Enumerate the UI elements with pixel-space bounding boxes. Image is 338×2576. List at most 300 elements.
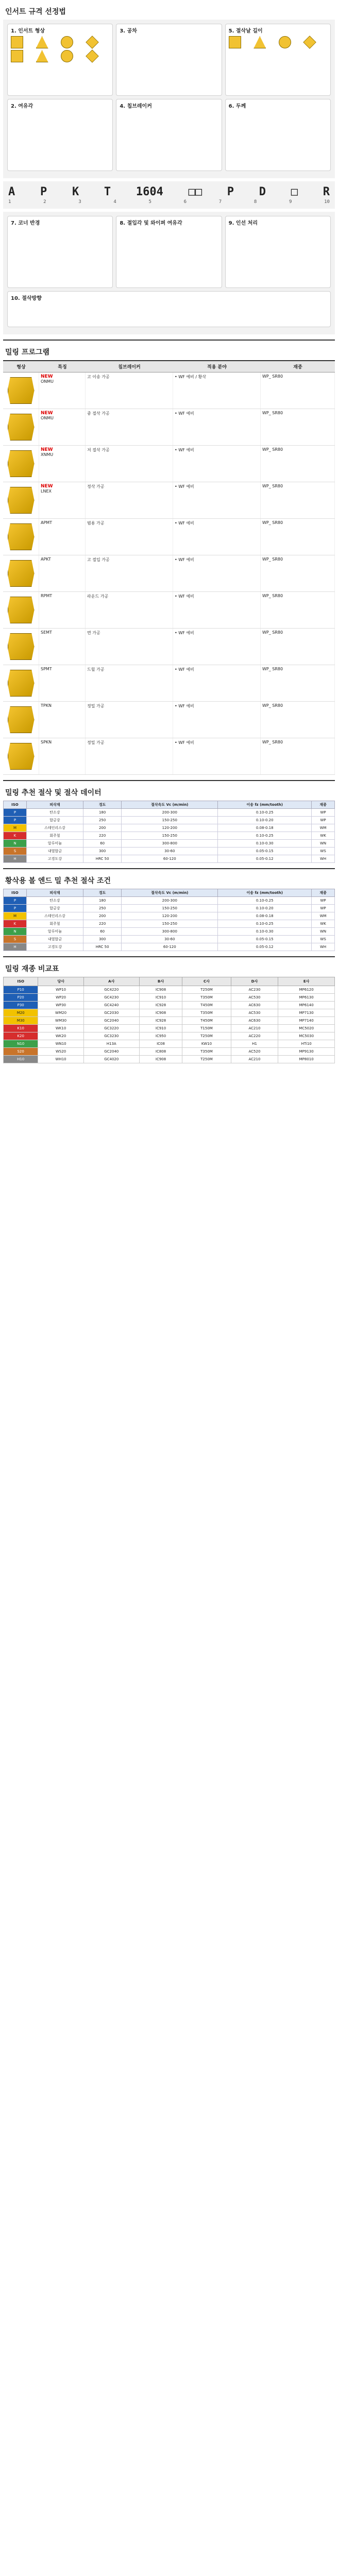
grade-cell: AC220 [231, 1032, 278, 1040]
diamond-insert-icon [86, 36, 98, 48]
hardness-cell: HRC 50 [83, 943, 121, 951]
diamond-insert-icon [303, 36, 316, 48]
application-cell: • WF 예비 [173, 738, 261, 774]
feature-cell: 고 이송 가공 [86, 372, 173, 409]
code-letter: 1604 [136, 185, 163, 198]
iso-cell: K10 [4, 1025, 38, 1032]
grade-cell: MP7130 [278, 1009, 335, 1017]
grade-cell: WP_ SR80 [261, 592, 335, 628]
table-row [3, 372, 335, 409]
grade-cell: WK [312, 920, 335, 928]
speed-cell: 150-250 [122, 832, 218, 840]
hardness-cell: 60 [83, 928, 121, 936]
grade-cell: IC908 [139, 986, 182, 994]
grade-cell: AC210 [231, 1056, 278, 1063]
grade-cell: WH10 [38, 1056, 84, 1063]
grade-cell: T450M [182, 1002, 231, 1009]
speed-cell: 60-120 [122, 855, 218, 863]
iso-cell: H [4, 855, 27, 863]
feature-cell: 정밀 가공 [86, 738, 173, 774]
speed-cell: 150-250 [122, 920, 218, 928]
iso-cell: P [4, 905, 27, 912]
cutting-data-header [4, 801, 335, 809]
table-row [4, 994, 335, 1002]
grade-compare-table [3, 977, 335, 1063]
code-number: 6 [183, 199, 187, 205]
material-cell: 합금강 [26, 905, 83, 912]
hardness-cell: 180 [83, 897, 121, 905]
code-letter: P [40, 185, 47, 198]
insert-name: LNEX [41, 489, 52, 494]
grade-cell: WM [312, 824, 335, 832]
new-badge: NEW [41, 484, 53, 489]
insert-icon [8, 523, 35, 550]
grade-cell: IC908 [139, 1056, 182, 1063]
insert-icon [8, 597, 35, 623]
feed-cell: 0.10-0.25 [218, 809, 312, 817]
insert-code-strip [3, 181, 335, 209]
table-row [4, 855, 335, 863]
insert-icon [8, 487, 35, 514]
new-badge: NEW [41, 447, 53, 452]
insert-name: ONMU [41, 379, 54, 384]
speed-cell: 300-800 [122, 928, 218, 936]
cutting-data-table [3, 801, 335, 863]
grade-cell: MP8010 [278, 1056, 335, 1063]
speed-cell: 200-300 [122, 809, 218, 817]
spec-card-title: 6. 두께 [228, 104, 246, 109]
grade-cell: WP_ SR80 [261, 519, 335, 555]
grade-cell: T350M [182, 994, 231, 1002]
iso-cell: M30 [4, 1017, 38, 1025]
iso-cell: K [4, 832, 27, 840]
application-cell: • WF 예비 [173, 482, 261, 518]
header-cell: 경도 [83, 801, 121, 809]
insert-name: SPMT [41, 667, 52, 671]
grade-cell: AC210 [231, 1025, 278, 1032]
table-row [3, 482, 335, 519]
material-cell: 내열합금 [26, 848, 83, 855]
shape-cell [3, 738, 39, 774]
feature-cell: 드릴 가공 [86, 665, 173, 701]
grade-cell: MP6140 [278, 1002, 335, 1009]
header-cell: 당사 [38, 977, 84, 986]
table-row [4, 1009, 335, 1017]
header-cell: E사 [278, 977, 335, 986]
iso-cell: P10 [4, 986, 38, 994]
spec-grid [3, 20, 335, 178]
grade-cell: WP [312, 809, 335, 817]
grade-cell: IC910 [139, 1025, 182, 1032]
header-cell: 피삭재 [26, 889, 83, 897]
material-cell: 회주철 [26, 920, 83, 928]
iso-cell: K20 [4, 1032, 38, 1040]
grade-cell: WP_ SR80 [261, 446, 335, 482]
insert-name: ONMU [41, 416, 54, 420]
table-row [4, 824, 335, 832]
cutting-data-body [4, 809, 335, 863]
iso-cell: P [4, 817, 27, 824]
material-cell: 고경도강 [26, 943, 83, 951]
name-cell [39, 592, 86, 628]
hardness-cell: 250 [83, 817, 121, 824]
table-row [4, 848, 335, 855]
code-number: 2 [43, 199, 46, 205]
header-cell: ISO [4, 801, 27, 809]
grade-cell: GC4230 [83, 994, 139, 1002]
iso-cell: M20 [4, 1009, 38, 1017]
table-row [3, 629, 335, 665]
code-letter: □ [291, 185, 298, 198]
table-row [3, 519, 335, 555]
code-number: 9 [289, 199, 292, 205]
application-cell: • WF 예비 [173, 409, 261, 445]
insert-name: SPKN [41, 740, 52, 744]
header-cell: 경도 [83, 889, 121, 897]
shape-grid [229, 36, 327, 48]
iso-cell: N [4, 840, 27, 848]
name-cell [39, 482, 86, 518]
iso-cell: P [4, 809, 27, 817]
grade-cell: MP9130 [278, 1048, 335, 1056]
table-row [4, 1048, 335, 1056]
iso-cell: P20 [4, 994, 38, 1002]
program-table-header [3, 361, 335, 372]
spec-card-title: 7. 코너 반경 [11, 221, 40, 226]
header-cell: 적용 분야 [207, 365, 227, 370]
material-cell: 탄소강 [26, 809, 83, 817]
recommend-body [4, 897, 335, 951]
hardness-cell: 60 [83, 840, 121, 848]
feature-cell: 정밀 가공 [86, 702, 173, 738]
application-cell: • WF 예비 [173, 446, 261, 482]
table-row [4, 936, 335, 943]
grade-cell: IC910 [139, 994, 182, 1002]
grade-cell: IC950 [139, 1032, 182, 1040]
code-number: 10 [324, 199, 330, 205]
grade-cell: T350M [182, 1048, 231, 1056]
feed-cell: 0.05-0.12 [218, 943, 312, 951]
program-table-body [3, 372, 335, 775]
table-row [3, 409, 335, 446]
material-cell: 내열합금 [26, 936, 83, 943]
grade-cell: GC2040 [83, 1048, 139, 1056]
shape-cell [3, 519, 39, 555]
iso-cell: N10 [4, 1040, 38, 1048]
insert-name: APKT [41, 557, 51, 562]
header-cell: 이송 fz (mm/tooth) [218, 801, 312, 809]
spec-card-title: 8. 절입각 및 와이퍼 여유각 [120, 221, 182, 226]
material-cell: 회주철 [26, 832, 83, 840]
feed-cell: 0.08-0.18 [218, 824, 312, 832]
table-row [4, 897, 335, 905]
grade-cell: T350M [182, 1009, 231, 1017]
spec-card-title: 3. 공차 [120, 28, 137, 34]
table-row [4, 920, 335, 928]
shape-cell [3, 409, 39, 445]
grade-cell: AC530 [231, 994, 278, 1002]
application-cell: • WF 예비 [173, 519, 261, 555]
hardness-cell: 220 [83, 920, 121, 928]
insert-name: XNMU [41, 452, 54, 457]
grade-cell: WH [312, 855, 335, 863]
insert-icon [8, 377, 35, 404]
header-cell: C사 [182, 977, 231, 986]
grade-cell: IC928 [139, 1002, 182, 1009]
name-cell [39, 372, 86, 409]
grade-cell: GC2040 [83, 1017, 139, 1025]
table-row [3, 592, 335, 629]
new-badge: NEW [41, 374, 53, 379]
triangle-insert-icon [254, 36, 266, 48]
spec-card-thickness [225, 99, 331, 171]
feed-cell: 0.10-0.20 [218, 905, 312, 912]
feature-cell: 면 가공 [86, 629, 173, 665]
table-row [3, 665, 335, 702]
material-cell: 합금강 [26, 817, 83, 824]
material-cell: 스테인리스강 [26, 824, 83, 832]
code-number: 4 [113, 199, 116, 205]
spec-card-edge [225, 216, 331, 288]
table-row [3, 738, 335, 775]
round-insert-icon [61, 36, 73, 48]
grade-cell: T250M [182, 986, 231, 994]
material-cell: 고경도강 [26, 855, 83, 863]
program-table [3, 360, 335, 775]
feed-cell: 0.10-0.20 [218, 817, 312, 824]
spec-card-corner [7, 216, 113, 288]
iso-cell: P30 [4, 1002, 38, 1009]
grade-cell: AC630 [231, 1017, 278, 1025]
grade-cell: WP10 [38, 986, 84, 994]
shape-grid [11, 36, 109, 62]
section-title-spec: 인서트 규격 선정법 [5, 8, 66, 16]
grade-cell: T150M [182, 1025, 231, 1032]
table-row [4, 905, 335, 912]
grade-cell: IC08 [139, 1040, 182, 1048]
grade-cell: WM20 [38, 1009, 84, 1017]
grade-cell: WP_ SR80 [261, 629, 335, 665]
grade-cell: HTi10 [278, 1040, 335, 1048]
insert-icon [8, 450, 35, 477]
iso-cell: N [4, 928, 27, 936]
speed-cell: 120-200 [122, 912, 218, 920]
header-cell: 절삭속도 Vc (m/min) [122, 889, 218, 897]
iso-cell: S [4, 848, 27, 855]
shape-cell [3, 446, 39, 482]
diamond-insert-icon [86, 49, 98, 62]
grade-cell: WP_ SR80 [261, 702, 335, 738]
insert-icon [8, 706, 35, 733]
code-letter: K [72, 185, 79, 198]
header-cell: 칩브레이커 [118, 365, 141, 370]
shape-cell [3, 482, 39, 518]
material-cell: 탄소강 [26, 897, 83, 905]
iso-cell: M [4, 824, 27, 832]
code-number: 1 [8, 199, 11, 205]
grade-cell: KW10 [182, 1040, 231, 1048]
application-cell: • WF 예비 [173, 665, 261, 701]
header-cell: B사 [139, 977, 182, 986]
hardness-cell: 220 [83, 832, 121, 840]
speed-cell: 30-60 [122, 936, 218, 943]
feature-cell: 중 절삭 가공 [86, 409, 173, 445]
feed-cell: 0.10-0.30 [218, 840, 312, 848]
header-cell: 형상 [16, 365, 26, 370]
grade-cell: IC808 [139, 1048, 182, 1056]
feed-cell: 0.05-0.15 [218, 848, 312, 855]
insert-name: RPMT [41, 594, 53, 598]
section-title-compare: 밀링 재종 비교표 [5, 965, 59, 973]
grade-cell: WP [312, 897, 335, 905]
code-letter: R [323, 185, 330, 198]
table-row [3, 702, 335, 738]
grade-cell: WP_ SR80 [261, 409, 335, 445]
spec-card-clearance [7, 99, 113, 171]
table-row [3, 446, 335, 482]
name-cell [39, 629, 86, 665]
new-badge: NEW [41, 411, 53, 416]
feed-cell: 0.05-0.12 [218, 855, 312, 863]
grade-cell: AC230 [231, 986, 278, 994]
spec-card-title: 9. 인선 처리 [228, 221, 258, 226]
recommend-table [3, 889, 335, 951]
grade-cell: WH [312, 943, 335, 951]
hardness-cell: 200 [83, 912, 121, 920]
speed-cell: 300-800 [122, 840, 218, 848]
header-cell: 피삭재 [26, 801, 83, 809]
material-cell: 알루미늄 [26, 928, 83, 936]
spec-card-chipbreaker [116, 99, 222, 171]
insert-code-letters [8, 185, 330, 198]
grade-cell: IC928 [139, 1017, 182, 1025]
grade-cell: MC5020 [278, 1025, 335, 1032]
code-number: 3 [78, 199, 81, 205]
hardness-cell: 300 [83, 848, 121, 855]
grade-cell: GC3220 [83, 1025, 139, 1032]
grade-cell: MP6130 [278, 994, 335, 1002]
spec-card-title: 2. 여유각 [11, 104, 33, 109]
hardness-cell: 200 [83, 824, 121, 832]
hardness-cell: 250 [83, 905, 121, 912]
table-row [4, 928, 335, 936]
insert-icon [8, 633, 35, 660]
feature-cell: 라운드 가공 [86, 592, 173, 628]
speed-cell: 150-250 [122, 817, 218, 824]
grade-cell: WK [312, 832, 335, 840]
table-row [4, 943, 335, 951]
speed-cell: 150-250 [122, 905, 218, 912]
grade-cell: WP_ SR80 [261, 372, 335, 409]
grade-cell: GC4240 [83, 1002, 139, 1009]
code-number: 7 [218, 199, 222, 205]
triangle-insert-icon [36, 36, 48, 48]
header-cell: ISO [4, 977, 38, 986]
application-cell: • WF 예비 [173, 702, 261, 738]
feature-cell: 범용 가공 [86, 519, 173, 555]
grade-cell: WS [312, 936, 335, 943]
header-cell: 절삭속도 Vc (m/min) [122, 801, 218, 809]
iso-cell: H [4, 943, 27, 951]
square-insert-icon [11, 50, 23, 62]
grade-cell: WM30 [38, 1017, 84, 1025]
spec-card-title: 1. 인서트 형상 [11, 28, 45, 34]
spec-card-direction [7, 291, 331, 327]
section-title-data: 밀링 추천 절삭 및 절삭 데이터 [5, 789, 102, 797]
shape-cell [3, 372, 39, 409]
grade-cell: WP_ SR80 [261, 738, 335, 774]
spec-card-title: 5. 절삭날 길이 [228, 28, 263, 34]
recommend-header [4, 889, 335, 897]
feature-cell: 정삭 가공 [86, 482, 173, 518]
grade-cell: MC5030 [278, 1032, 335, 1040]
grade-cell: WS20 [38, 1048, 84, 1056]
header-cell: 재종 [312, 889, 335, 897]
iso-cell: M [4, 912, 27, 920]
grade-cell: WN [312, 928, 335, 936]
feature-cell: 저 절삭 가공 [86, 446, 173, 482]
feed-cell: 0.08-0.18 [218, 912, 312, 920]
table-row [4, 1025, 335, 1032]
table-row [4, 817, 335, 824]
table-row [4, 1017, 335, 1025]
name-cell [39, 409, 86, 445]
header-cell: D사 [231, 977, 278, 986]
grade-cell: WP20 [38, 994, 84, 1002]
feed-cell: 0.10-0.30 [218, 928, 312, 936]
grade-cell: GC2030 [83, 1009, 139, 1017]
hardness-cell: HRC 50 [83, 855, 121, 863]
square-insert-icon [11, 36, 23, 48]
header-cell: A사 [83, 977, 139, 986]
table-row [4, 1056, 335, 1063]
grade-cell: T450M [182, 1017, 231, 1025]
spec-card-length [225, 24, 331, 96]
shape-cell [3, 629, 39, 665]
insert-icon [8, 560, 35, 587]
table-row [4, 1032, 335, 1040]
grade-cell: WP [312, 905, 335, 912]
code-letter: D [259, 185, 266, 198]
header-cell: 특징 [58, 365, 67, 370]
spec-card-angle [116, 216, 222, 288]
name-cell [39, 555, 86, 591]
grade-cell: WP_ SR80 [261, 555, 335, 591]
table-row [4, 1002, 335, 1009]
code-letter: P [227, 185, 234, 198]
speed-cell: 120-200 [122, 824, 218, 832]
grade-cell: WK10 [38, 1025, 84, 1032]
speed-cell: 30-60 [122, 848, 218, 855]
header-cell: 재종 [293, 365, 302, 370]
table-row [3, 555, 335, 592]
grade-cell: WN [312, 840, 335, 848]
table-row [4, 1040, 335, 1048]
hardness-cell: 180 [83, 809, 121, 817]
table-row [4, 832, 335, 840]
name-cell [39, 738, 86, 774]
code-letter: T [104, 185, 111, 198]
table-row [4, 840, 335, 848]
grade-cell: WS [312, 848, 335, 855]
grade-cell: IC908 [139, 1009, 182, 1017]
grade-cell: WP30 [38, 1002, 84, 1009]
table-row [4, 809, 335, 817]
name-cell [39, 665, 86, 701]
shape-cell [3, 702, 39, 738]
round-insert-icon [279, 36, 291, 48]
feed-cell: 0.10-0.25 [218, 897, 312, 905]
